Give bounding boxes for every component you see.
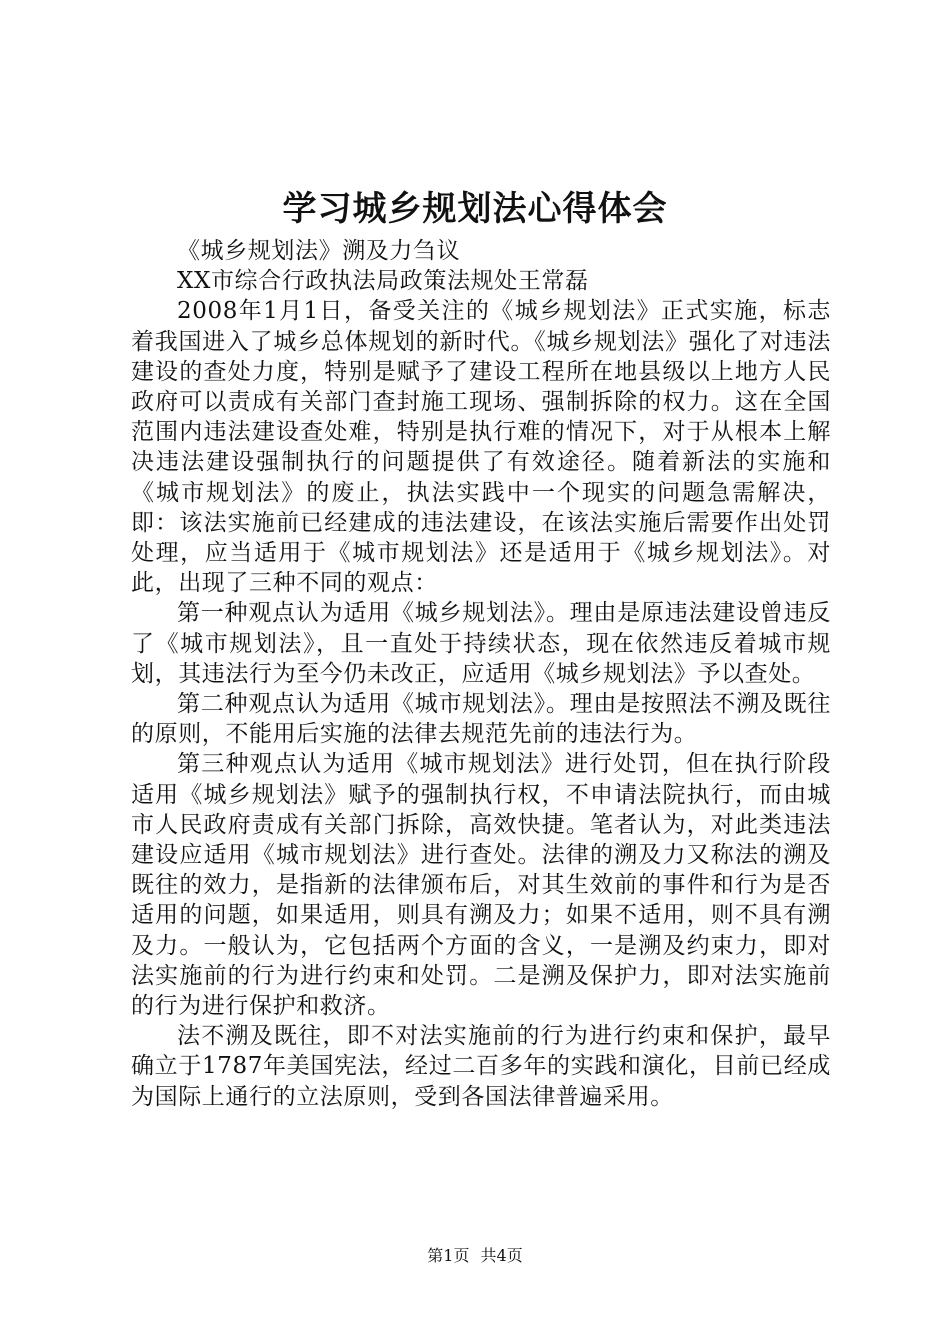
document-title: 学习城乡规划法心得体会: [282, 189, 668, 229]
paragraph: 法不溯及既往，即不对法实施前的行为进行约束和保护，最早确立于1787年美国宪法，经过二百多年的实践和演化，目前已经成为国际上通行的立法原则，受到各国法律普遍采用。: [131, 1023, 831, 1110]
paragraph: 第三种观点认为适用《城市规划法》进行处罚，但在执行阶段适用《城乡规划法》赋予的强制执行权，不申请法院执行，而由城市人民政府责成有关部门拆除，高效快捷。笔者认为，对此类违法建设应适用《城市规划法》进行查处。法律的溯及力又称法的溯及既往的效力，是指新的法律颁布后，对其生效前的事件和行为是否适用的问题，如果适用，则具有溯及力；如果不适用，则不具有溯及力。一般认为，它包括两个方面的含义，一是溯及约束力，即对法实施前的行为进行约束和处罚。二是溯及保护力，即对法实施前的行为进行保护和救济。: [131, 751, 831, 1020]
author-line: XX市综合行政执法局政策法规处王常磊: [177, 268, 589, 295]
document-body: [131, 236, 831, 1112]
subtitle: 《城乡规划法》溯及力刍议: [177, 238, 461, 264]
page-footer: [0, 1244, 950, 1268]
paragraph: 第一种观点认为适用《城乡规划法》。理由是原违法建设曾违反了《城市规划法》，且一直处于持续状态，现在依然违反着城市规划，其违法行为至今仍未改正，应适用《城乡规划法》予以查处。: [131, 600, 831, 687]
paragraph: 2008年1月1日，备受关注的《城乡规划法》正式实施，标志着我国进入了城乡总体规划的新时代。《城乡规划法》强化了对违法建设的查处力度，特别是赋予了建设工程所在地县级以上地方人民政府可以责成有关部门查封施工现场、强制拆除的权力。这在全国范围内违法建设查处难，特别是执行难的情况下，对于从根本上解决违法建设强制执行的问题提供了有效途径。随着新法的实施和《城市规划法》的废止，执法实践中一个现实的问题急需解决，即：该法实施前已经建成的违法建设，在该法实施后需要作出处罚处理，应当适用于《城市规划法》还是适用于《城乡规划法》。对此，出现了三种不同的观点：: [131, 298, 831, 597]
page-total: 共4页: [480, 1246, 523, 1265]
paragraph: 第二种观点认为适用《城市规划法》。理由是按照法不溯及既往的原则，不能用后实施的法律去规范先前的违法行为。: [131, 691, 831, 748]
page-number: 第1页: [427, 1246, 470, 1265]
